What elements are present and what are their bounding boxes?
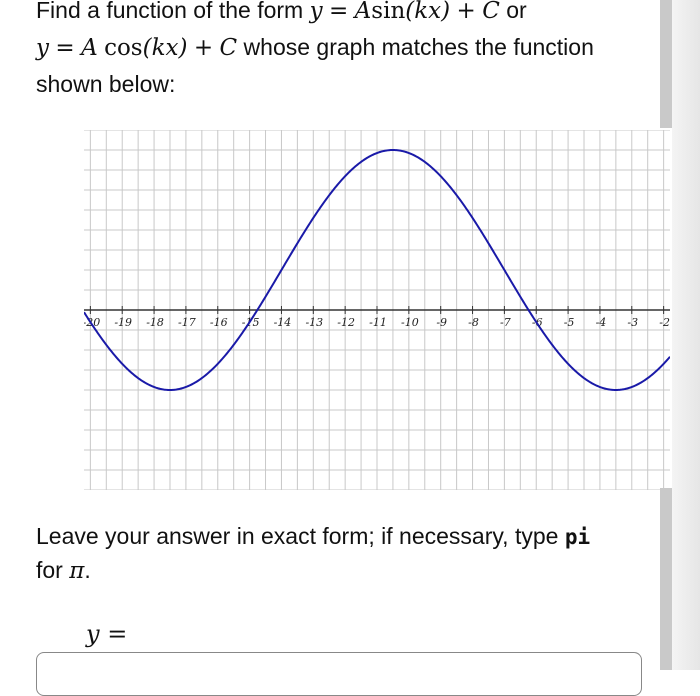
question-intro: Find a function of the form xyxy=(36,0,304,23)
pi-symbol: π xyxy=(69,558,85,584)
x-tick-label: -18 xyxy=(146,316,164,329)
answer-input[interactable] xyxy=(36,652,642,696)
eq1-C: C xyxy=(482,0,500,24)
question-continuation: whose graph matches the function xyxy=(243,34,594,60)
eq2-y: y xyxy=(36,35,49,61)
x-tick-label: -15 xyxy=(241,316,260,329)
eq2-arg: (kx) xyxy=(142,35,188,61)
x-tick-label: -6 xyxy=(531,316,543,329)
question-ending: shown below: xyxy=(36,71,176,97)
x-tick-label: -19 xyxy=(114,316,133,329)
x-tick-label: -4 xyxy=(595,316,607,329)
instructions-text xyxy=(36,520,676,588)
eq1-A: A xyxy=(354,0,372,24)
x-tick-label: -8 xyxy=(468,316,479,329)
x-tick-label: -2 xyxy=(659,316,670,329)
eq2-plus: + xyxy=(193,35,214,61)
instructions-main: Leave your answer in exact form; if necessary, type xyxy=(36,523,559,549)
x-tick-label: -17 xyxy=(178,316,196,329)
eq2-A: A xyxy=(81,35,98,61)
eq1-sin: sin xyxy=(371,0,406,24)
x-tick-label: -10 xyxy=(400,316,419,329)
question-text xyxy=(36,0,676,102)
scrollbar-thumb-top[interactable] xyxy=(660,0,672,128)
answer-label xyxy=(86,620,127,648)
x-tick-label: -9 xyxy=(436,316,448,329)
x-tick-label: -13 xyxy=(305,316,324,329)
for-text: for xyxy=(36,557,63,583)
function-graph xyxy=(84,130,670,495)
answer-y: y xyxy=(86,620,100,648)
answer-equals: = xyxy=(107,620,128,648)
eq1-plus: + xyxy=(456,0,476,24)
x-tick-label: -16 xyxy=(209,316,228,329)
x-tick-label: -12 xyxy=(337,316,356,329)
eq1-equals: = xyxy=(328,0,349,24)
x-tick-label: -14 xyxy=(273,316,292,329)
eq2-equals: = xyxy=(55,35,75,61)
x-tick-label: -5 xyxy=(563,316,575,329)
question-line-3 xyxy=(36,66,676,102)
x-tick-label: -3 xyxy=(627,316,639,329)
window-edge xyxy=(672,0,700,670)
x-tick-label: -11 xyxy=(369,316,387,329)
eq2-cos: cos xyxy=(104,35,143,61)
eq1-arg: (kx) xyxy=(405,0,451,24)
period: . xyxy=(84,557,91,583)
x-tick-label: -20 xyxy=(84,316,101,329)
eq2-C: C xyxy=(219,35,238,61)
question-line-2 xyxy=(36,29,676,66)
x-tick-label: -7 xyxy=(500,316,511,329)
scrollbar-thumb-bottom[interactable] xyxy=(660,488,672,670)
question-line-1 xyxy=(36,0,676,29)
or-text: or xyxy=(506,0,527,23)
pi-code: pi xyxy=(564,525,591,549)
eq1-y: y xyxy=(309,0,323,24)
graph-svg xyxy=(84,130,670,490)
